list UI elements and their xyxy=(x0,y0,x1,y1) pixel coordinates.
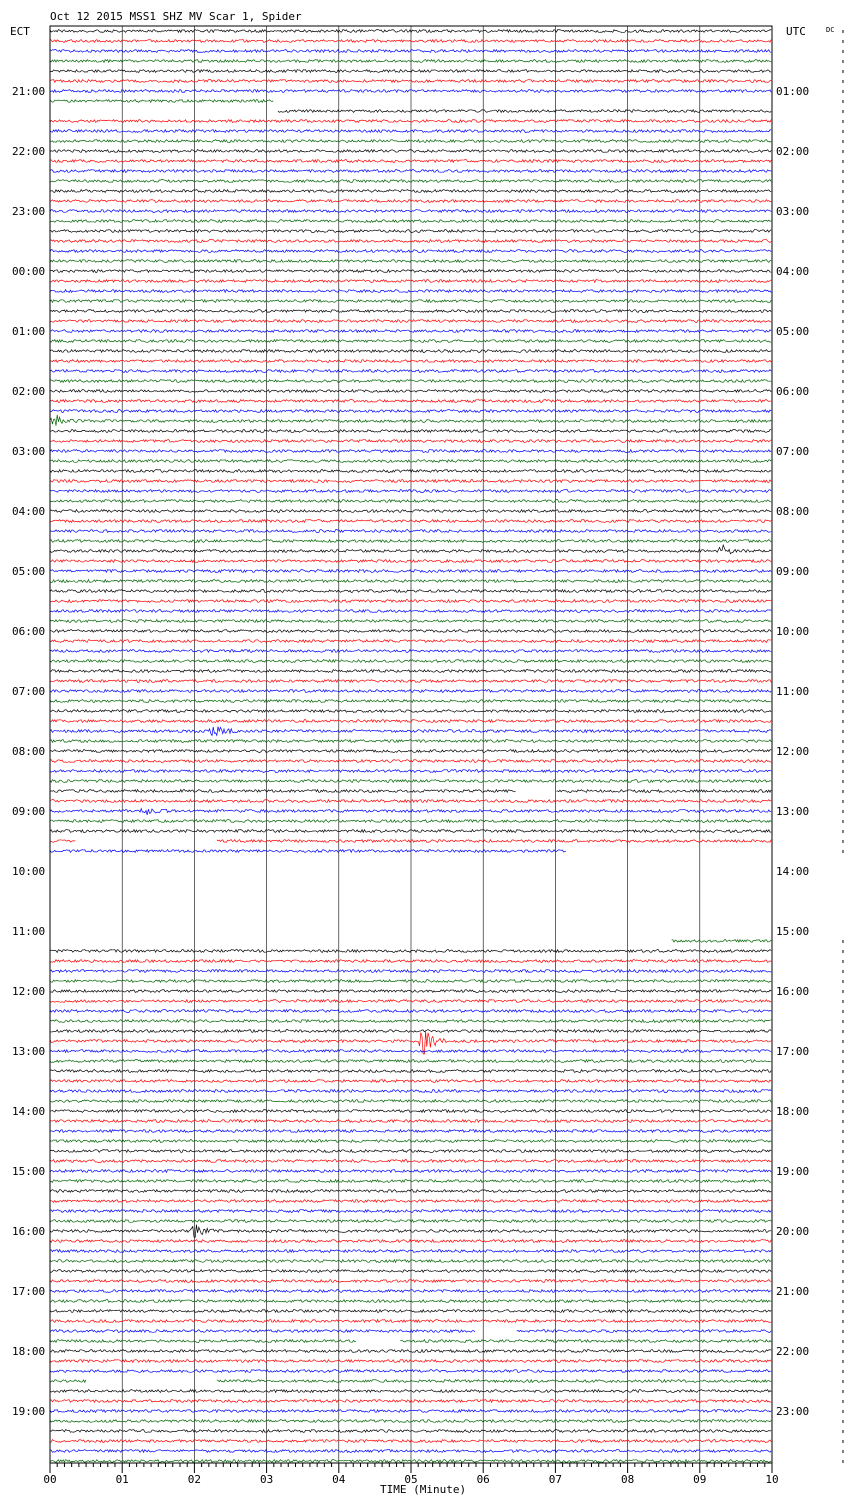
local-hour-label: 00:00 xyxy=(12,265,46,278)
utc-hour-label: 06:00 xyxy=(776,385,810,398)
utc-hour-label: 21:00 xyxy=(776,1285,810,1298)
local-hour-label: 08:00 xyxy=(12,745,46,758)
trace-line xyxy=(50,430,771,433)
trace-line xyxy=(50,820,771,823)
trace-line xyxy=(50,1090,771,1093)
utc-hour-label: 03:00 xyxy=(776,205,810,218)
trace-line xyxy=(50,70,771,73)
trace-line xyxy=(50,415,771,426)
trace-line xyxy=(50,130,771,133)
utc-hour-label: 04:00 xyxy=(776,265,810,278)
trace-line xyxy=(50,360,771,363)
trace-line xyxy=(50,160,771,163)
trace-line xyxy=(50,650,771,653)
trace-line xyxy=(50,390,771,393)
trace-line xyxy=(50,770,771,773)
local-hour-label: 07:00 xyxy=(12,685,46,698)
local-hour-label: 09:00 xyxy=(12,805,46,818)
right-axis-title: UTC xyxy=(786,25,806,38)
x-tick-label: 00 xyxy=(43,1473,57,1486)
trace-line xyxy=(50,330,771,333)
trace-line xyxy=(278,110,771,113)
local-hour-label: 10:00 xyxy=(12,865,46,878)
trace-line xyxy=(50,1170,771,1173)
trace-line xyxy=(50,809,771,815)
trace-line xyxy=(50,780,771,783)
trace-line xyxy=(50,1290,771,1293)
trace-line xyxy=(50,1010,771,1013)
trace-line xyxy=(50,980,771,983)
x-tick-label: 06 xyxy=(476,1473,490,1486)
trace-line xyxy=(50,680,771,683)
trace-line xyxy=(50,1030,771,1033)
trace-line xyxy=(50,1460,771,1463)
trace-line xyxy=(50,990,771,993)
trace-line xyxy=(50,30,771,33)
utc-hour-label: 16:00 xyxy=(776,985,810,998)
local-hour-label: 02:00 xyxy=(12,385,46,398)
trace-line xyxy=(50,790,771,793)
trace-line xyxy=(50,1440,771,1443)
trace-line xyxy=(50,1320,771,1323)
trace-line xyxy=(50,1410,771,1413)
trace-line xyxy=(50,490,771,493)
x-tick-label: 02 xyxy=(187,1473,202,1486)
trace-line xyxy=(50,140,771,143)
trace-line xyxy=(50,450,771,453)
trace-line xyxy=(50,350,771,353)
utc-hour-label: 01:00 xyxy=(776,85,810,98)
trace-line xyxy=(50,1350,771,1353)
local-hour-label: 18:00 xyxy=(12,1345,46,1358)
trace-line xyxy=(50,1070,771,1073)
trace-line xyxy=(50,1000,771,1003)
trace-line xyxy=(50,830,771,833)
trace-line xyxy=(50,520,771,523)
trace-line xyxy=(50,280,771,283)
trace-line xyxy=(50,630,771,633)
trace-line xyxy=(50,570,771,573)
trace-line xyxy=(50,230,771,233)
trace-line xyxy=(50,500,771,503)
trace-line xyxy=(50,590,771,593)
local-hour-label: 11:00 xyxy=(12,925,46,938)
utc-hour-label: 15:00 xyxy=(776,925,810,938)
utc-hour-label: 11:00 xyxy=(776,685,810,698)
x-tick-label: 01 xyxy=(115,1473,129,1486)
trace-line xyxy=(50,100,273,103)
trace-line xyxy=(50,610,771,613)
trace-line xyxy=(50,1110,771,1113)
trace-line xyxy=(50,740,771,743)
local-hour-label: 04:00 xyxy=(12,505,46,518)
local-hour-label: 16:00 xyxy=(12,1225,46,1238)
utc-hour-label: 23:00 xyxy=(776,1405,810,1418)
utc-hour-label: 09:00 xyxy=(776,565,810,578)
trace-line xyxy=(50,1260,771,1263)
utc-hour-label: 18:00 xyxy=(776,1105,810,1118)
trace-line xyxy=(50,50,771,53)
trace-line xyxy=(50,545,771,554)
trace-line xyxy=(50,190,771,193)
trace-line xyxy=(50,700,771,703)
local-hour-label: 03:00 xyxy=(12,445,46,458)
utc-hour-label: 10:00 xyxy=(776,625,810,638)
trace-line xyxy=(50,310,771,313)
trace-line xyxy=(50,690,771,693)
trace-line xyxy=(50,1150,771,1153)
utc-hour-label: 05:00 xyxy=(776,325,810,338)
trace-line xyxy=(50,1225,771,1238)
trace-line xyxy=(50,1160,771,1163)
trace-line xyxy=(50,800,771,803)
local-hour-label: 06:00 xyxy=(12,625,46,638)
trace-line xyxy=(50,1280,771,1283)
trace-line xyxy=(50,60,771,63)
trace-line xyxy=(50,727,771,736)
trace-line xyxy=(50,240,771,243)
trace-line xyxy=(50,80,771,83)
utc-hour-label: 14:00 xyxy=(776,865,810,878)
trace-line xyxy=(50,470,771,473)
trace-line xyxy=(50,510,771,513)
utc-hour-label: 20:00 xyxy=(776,1225,810,1238)
trace-line xyxy=(50,710,771,713)
trace-line xyxy=(50,480,771,483)
trace-line xyxy=(50,380,771,383)
trace-line xyxy=(50,150,771,153)
trace-line xyxy=(50,1020,771,1023)
utc-hour-label: 22:00 xyxy=(776,1345,810,1358)
local-hour-label: 21:00 xyxy=(12,85,46,98)
local-hour-label: 05:00 xyxy=(12,565,46,578)
trace-line xyxy=(50,200,771,203)
trace-line xyxy=(50,1400,771,1403)
dc-label: DC xyxy=(826,26,835,34)
trace-line xyxy=(50,320,771,323)
trace-line xyxy=(50,370,771,373)
x-tick-label: 03 xyxy=(259,1473,274,1486)
local-hour-label: 12:00 xyxy=(12,985,46,998)
trace-line xyxy=(50,1130,771,1133)
trace-line xyxy=(50,340,771,343)
trace-line xyxy=(50,970,771,973)
trace-line xyxy=(50,1310,771,1313)
utc-hour-label: 12:00 xyxy=(776,745,810,758)
seismic-traces xyxy=(50,30,771,1463)
trace-line xyxy=(50,640,771,643)
local-hour-labels xyxy=(12,85,45,1418)
trace-line xyxy=(50,250,771,253)
local-hour-label: 19:00 xyxy=(12,1405,46,1418)
utc-hour-label: 07:00 xyxy=(776,445,810,458)
trace-line xyxy=(50,600,771,603)
trace-line xyxy=(50,1140,771,1143)
trace-line xyxy=(50,560,771,563)
trace-line xyxy=(50,210,771,213)
trace-line xyxy=(50,850,566,853)
trace-line xyxy=(50,1330,771,1333)
x-axis-label: TIME (Minute) xyxy=(380,1483,467,1496)
local-hour-label: 14:00 xyxy=(12,1105,46,1118)
utc-hour-label: 19:00 xyxy=(776,1165,810,1178)
trace-line xyxy=(50,1430,771,1433)
trace-line xyxy=(50,1200,771,1203)
trace-line xyxy=(50,460,771,463)
local-hour-label: 13:00 xyxy=(12,1045,46,1058)
local-hour-label: 15:00 xyxy=(12,1165,46,1178)
utc-hour-label: 17:00 xyxy=(776,1045,810,1058)
trace-line xyxy=(50,1450,771,1453)
trace-line xyxy=(50,530,771,533)
trace-line xyxy=(50,440,771,443)
left-axis-title: ECT xyxy=(10,25,30,38)
trace-line xyxy=(50,760,771,763)
x-tick-label: 05 xyxy=(404,1473,418,1486)
trace-line xyxy=(50,1210,771,1213)
trace-line xyxy=(50,90,771,93)
trace-line xyxy=(50,270,771,273)
trace-line xyxy=(50,120,771,123)
trace-line xyxy=(50,1220,771,1223)
local-hour-label: 22:00 xyxy=(12,145,46,158)
local-hour-label: 01:00 xyxy=(12,325,46,338)
trace-line xyxy=(50,300,771,303)
utc-hour-label: 02:00 xyxy=(776,145,810,158)
trace-line xyxy=(50,220,771,223)
trace-line xyxy=(50,960,771,963)
trace-line xyxy=(50,290,771,293)
trace-line xyxy=(50,1100,771,1103)
trace-line xyxy=(50,1240,771,1243)
trace-line xyxy=(50,950,771,953)
trace-line xyxy=(50,1250,771,1253)
trace-line xyxy=(50,1060,771,1063)
trace-line xyxy=(50,1300,771,1303)
local-hour-label: 23:00 xyxy=(12,205,46,218)
trace-line xyxy=(50,400,771,403)
trace-line xyxy=(50,1270,771,1273)
x-tick-label: 10 xyxy=(765,1473,779,1486)
trace-line xyxy=(50,180,771,183)
utc-hour-label: 13:00 xyxy=(776,805,810,818)
trace-line xyxy=(50,260,771,263)
x-tick-label: 07 xyxy=(548,1473,563,1486)
trace-line xyxy=(50,1420,771,1423)
trace-line xyxy=(50,1390,771,1393)
trace-line xyxy=(50,580,771,583)
trace-line xyxy=(50,1080,771,1083)
trace-line xyxy=(50,1360,771,1363)
trace-line xyxy=(50,1370,771,1373)
x-tick-label: 04 xyxy=(332,1473,346,1486)
local-hour-label: 17:00 xyxy=(12,1285,46,1298)
x-tick-label: 09 xyxy=(693,1473,707,1486)
trace-line xyxy=(50,670,771,673)
trace-line xyxy=(50,1190,771,1193)
trace-line xyxy=(50,40,771,43)
trace-line xyxy=(50,620,771,623)
trace-line xyxy=(50,1120,771,1123)
trace-line xyxy=(50,1050,771,1053)
trace-line xyxy=(50,1180,771,1183)
trace-line xyxy=(50,840,771,843)
trace-line xyxy=(672,940,772,943)
minute-gridlines xyxy=(122,26,700,1463)
chart-title: Oct 12 2015 MSS1 SHZ MV Scar 1, Spider xyxy=(50,10,302,23)
trace-line xyxy=(50,750,771,753)
trace-line xyxy=(50,1340,771,1343)
trace-line xyxy=(50,720,771,723)
trace-line xyxy=(50,660,771,663)
x-tick-label: 08 xyxy=(620,1473,635,1486)
utc-hour-labels xyxy=(776,85,809,1418)
trace-line xyxy=(50,1380,771,1383)
trace-line xyxy=(50,540,771,543)
trace-line xyxy=(50,170,771,173)
utc-hour-label: 08:00 xyxy=(776,505,810,518)
trace-line xyxy=(50,410,771,413)
